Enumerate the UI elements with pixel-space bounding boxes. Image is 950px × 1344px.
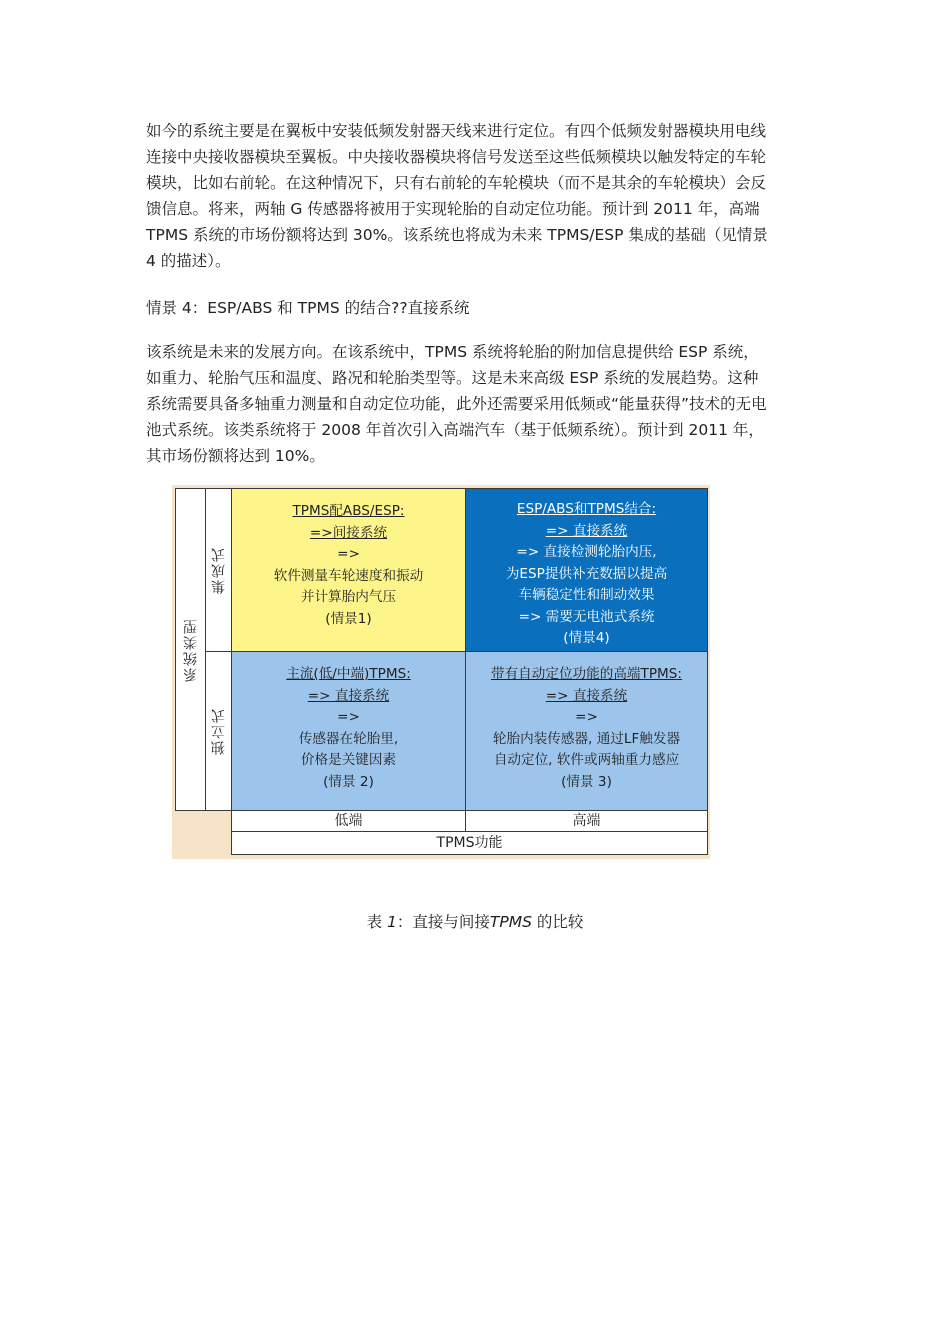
- table-caption: [0, 910, 950, 932]
- paragraph-line: 系统需要具备多轴重力测量和自动定位功能，此外还需要采用低频或“能量获得”技术的无电: [146, 395, 767, 413]
- quadrant-line: (情景1): [325, 610, 372, 627]
- quadrant-line: =>: [337, 709, 360, 725]
- paragraph-line: 馈信息。将来，两轴 G 传感器将被用于实现轮胎的自动定位功能。预计到 2011 年，高端: [146, 200, 760, 218]
- quadrant-line: (情景 3): [561, 773, 612, 790]
- caption-suffix: 的比较: [531, 913, 584, 931]
- quadrant-subtitle: => 直接系统: [307, 687, 390, 704]
- quadrant-line: => 直接检测轮胎内压,: [516, 544, 657, 560]
- col-label-high: 高端: [465, 810, 708, 832]
- quadrant-title: TPMS配ABS/ESP:: [292, 503, 405, 519]
- quadrant-line: (情景 2): [323, 773, 374, 790]
- quadrant-line: (情景4): [563, 630, 610, 646]
- x-axis-label: TPMS功能: [231, 831, 708, 855]
- paragraph-line: 模块，比如右前轮。在这种情况下，只有右前轮的车轮模块（而不是其余的车轮模块）会反: [146, 174, 767, 192]
- caption-prefix: 表: [366, 913, 388, 931]
- paragraph-2: [146, 339, 812, 469]
- quadrant-title: ESP/ABS和TPMS结合:: [516, 501, 657, 517]
- quadrant-line: => 需要无电池式系统: [518, 608, 655, 625]
- quadrant-subtitle: =>间接系统: [309, 524, 388, 541]
- comparison-figure: [172, 485, 710, 859]
- quadrant-line: 价格是关键因素: [300, 752, 397, 768]
- quadrant-line: 自动定位, 软件或两轴重力感应: [493, 752, 680, 768]
- caption-emphasis: TPMS: [489, 913, 532, 931]
- quadrant-title: 带有自动定位功能的高端TPMS:: [491, 666, 682, 682]
- quadrant-line: 传感器在轮胎里,: [298, 730, 399, 747]
- quadrant-line: 并计算胎内气压: [300, 589, 397, 605]
- caption-number: 1: [387, 913, 397, 931]
- paragraph-line: 池式系统。该类系统将于 2008 年首次引入高端汽车（基于低频系统）。预计到 2011 年，: [146, 421, 764, 439]
- quadrant-line: 为ESP提供补充数据以提高: [505, 565, 668, 582]
- quadrant-line: =>: [337, 546, 360, 562]
- row-label-cell-integrated: [205, 488, 232, 652]
- row-label-standalone: 独立式: [210, 707, 227, 755]
- section-heading: 情景 4：ESP/ABS 和 TPMS 的结合??直接系统: [146, 299, 470, 317]
- quadrant-subtitle: => 直接系统: [545, 687, 628, 704]
- row-label-cell-standalone: [205, 651, 232, 811]
- caption-text: ：直接与间接: [396, 913, 490, 931]
- quadrant-line: 软件测量车轮速度和振动: [273, 567, 424, 584]
- quadrant-line: 车辆稳定性和制动效果: [518, 587, 655, 603]
- quadrant-line: =>: [575, 709, 598, 725]
- y-axis-label: 系统类型: [182, 617, 199, 682]
- quadrant-subtitle: => 直接系统: [545, 522, 628, 539]
- paragraph-line: 如今的系统主要是在翼板中安装低频发射器天线来进行定位。有四个低频发射器模块用电线: [146, 122, 767, 140]
- paragraph-line: 其市场份额将达到 10%。: [146, 447, 325, 465]
- quadrant-standalone-low: [231, 651, 466, 811]
- quadrant-standalone-high: [465, 651, 708, 811]
- quadrant-indirect-low: [231, 488, 466, 652]
- col-label-low: 低端: [231, 810, 466, 832]
- quadrant-integrated-high: [465, 488, 708, 652]
- paragraph-line: 4 的描述）。: [146, 252, 231, 270]
- quadrant-title: 主流(低/中端)TPMS:: [286, 666, 411, 682]
- paragraph-line: 如重力、轮胎气压和温度、路况和轮胎类型等。这是未来高级 ESP 系统的发展趋势。这种: [146, 369, 759, 387]
- paragraph-line: 该系统是未来的发展方向。在该系统中，TPMS 系统将轮胎的附加信息提供给 ESP 系统，: [146, 343, 759, 361]
- paragraph-1: [146, 118, 812, 274]
- paragraph-line: TPMS 系统的市场份额将达到 30%。该系统也将成为未来 TPMS/ESP 集成的基础（见情景: [146, 226, 768, 244]
- y-axis-label-cell: [175, 488, 206, 811]
- row-label-integrated: 集成式: [210, 546, 227, 594]
- paragraph-line: 连接中央接收器模块至翼板。中央接收器模块将信号发送至这些低频模块以触发特定的车轮: [146, 148, 767, 166]
- quadrant-line: 轮胎内装传感器, 通过LF触发器: [492, 730, 681, 747]
